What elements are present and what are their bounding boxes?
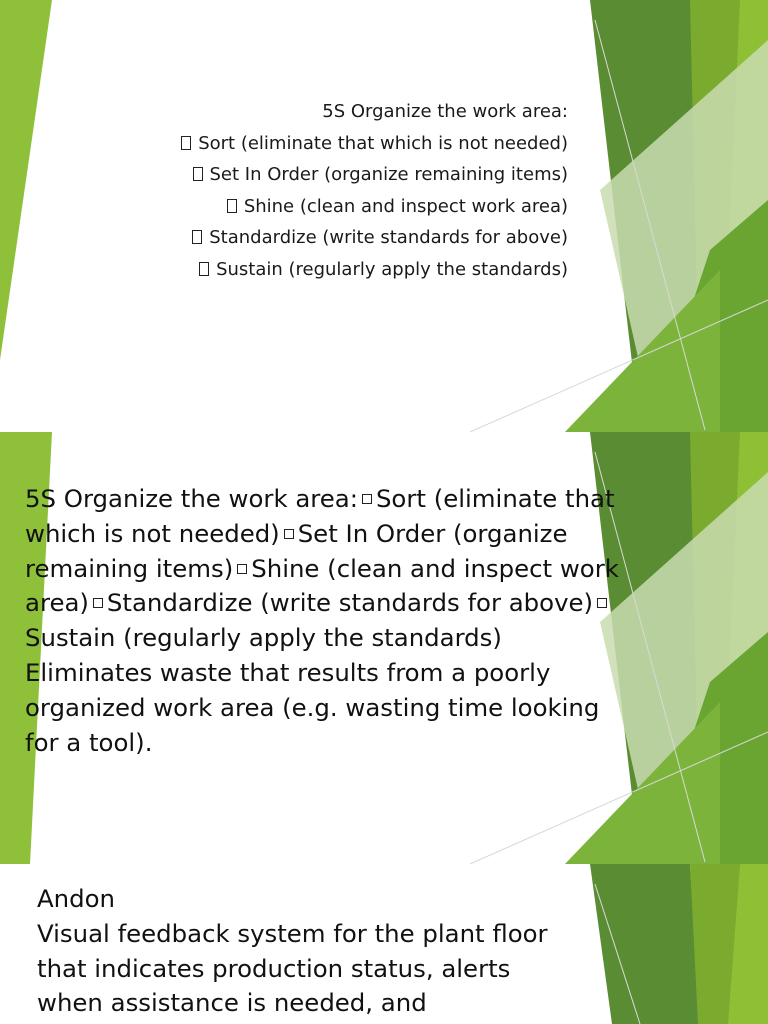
slide-1 [0, 0, 768, 432]
slide-1-item: Sustain (regularly apply the standards) [181, 254, 568, 286]
checkbox-placeholder-icon [193, 167, 203, 181]
slide-3-text-block [37, 882, 557, 1021]
slide-1-item: Shine (clean and inspect work area) [181, 191, 568, 223]
slide-1-text-block [181, 96, 568, 285]
square-bullet-icon [93, 598, 103, 608]
slide-3-title: Andon [37, 884, 116, 913]
right-dark-green-band [590, 864, 700, 1024]
square-bullet-icon [597, 598, 607, 608]
square-bullet-icon [362, 494, 372, 504]
square-bullet-icon [284, 529, 294, 539]
slide-1-item: Standardize (write standards for above) [181, 222, 568, 254]
square-bullet-icon [237, 564, 247, 574]
slide-2-paragraph: 5S Organize the work area: Sort (eliminate that which is not needed) Set In Order (organize remaining items) Shine (clean and inspect work area) Standardize (write standards for above)Sustain (regularly apply the standards) Eliminates waste that results from a poorly organized work area (e.g. wasting time looking for a tool). [25, 484, 619, 757]
checkbox-placeholder-icon [199, 262, 209, 276]
slide-1-item: Set In Order (organize remaining items) [181, 159, 568, 191]
slide-1-item: Sort (eliminate that which is not needed) [181, 128, 568, 160]
slide-3 [0, 864, 768, 1024]
left-green-triangle [0, 0, 52, 360]
checkbox-placeholder-icon [192, 230, 202, 244]
slide-3-body: Visual feedback system for the plant floor that indicates production status, alerts when assistance is needed, and [37, 918, 548, 1018]
slide-1-heading: 5S Organize the work area: [322, 101, 568, 122]
checkbox-placeholder-icon [181, 136, 191, 150]
slide-2 [0, 432, 768, 864]
checkbox-placeholder-icon [227, 199, 237, 213]
